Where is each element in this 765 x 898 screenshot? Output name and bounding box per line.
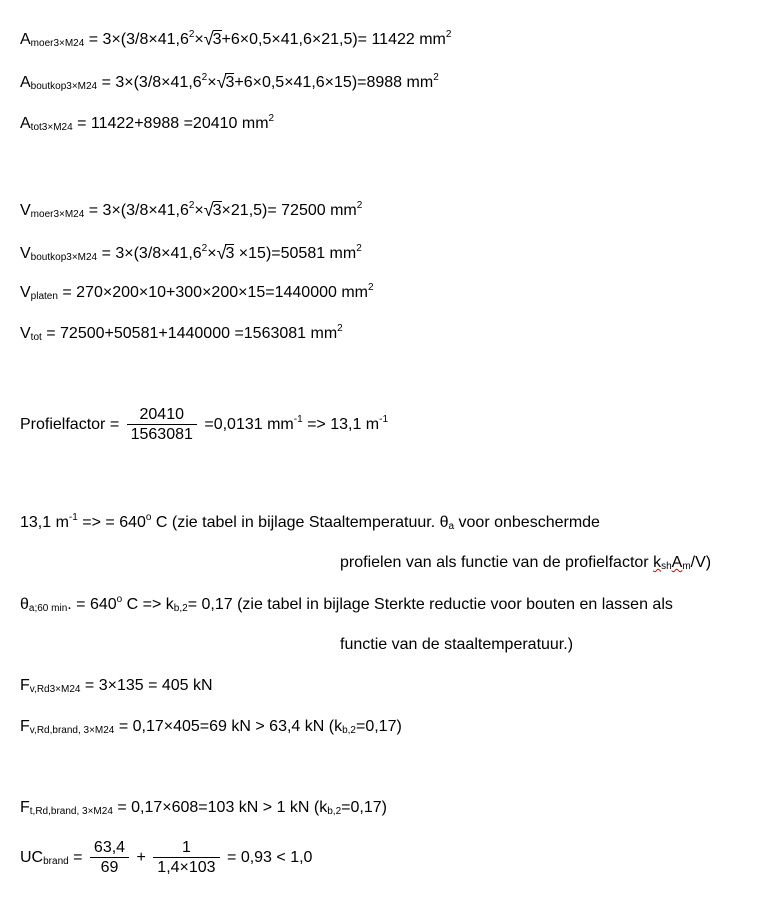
expr-part: ×21,5)= 72500 mm bbox=[221, 202, 357, 219]
expr-part: = 0,93 < 1,0 bbox=[222, 849, 313, 866]
sqrt-icon: √ bbox=[203, 29, 214, 49]
expr-part: /V) bbox=[690, 554, 712, 571]
denominator: 1563081 bbox=[127, 424, 197, 444]
expr-part: +6×0,5×41,6×21,5)= 11422 mm bbox=[221, 31, 446, 48]
subscript: platen bbox=[30, 291, 58, 302]
expr-part: voor onbeschermde bbox=[454, 514, 600, 531]
subscript: a bbox=[448, 521, 455, 532]
subscript: boutkop3×M24 bbox=[30, 81, 98, 92]
subscript: boutkop3×M24 bbox=[30, 252, 98, 263]
subscript: moer3×M24 bbox=[30, 38, 85, 49]
label: Profielfactor = bbox=[20, 416, 124, 433]
denominator: 69 bbox=[90, 857, 129, 877]
exponent: 2 bbox=[445, 29, 452, 40]
expr-part: 13,1 m bbox=[20, 514, 69, 531]
expr-part: => = 640 bbox=[77, 514, 146, 531]
subscript: tot3×M24 bbox=[30, 122, 73, 133]
expr-part: × bbox=[207, 74, 217, 91]
subscript: t,Rd,brand, 3×M24 bbox=[29, 806, 113, 817]
expr-part: => 13,1 m bbox=[302, 416, 380, 433]
sqrt bbox=[204, 28, 222, 50]
symbol: V bbox=[20, 202, 31, 219]
numerator: 1 bbox=[181, 839, 191, 857]
symbol: F bbox=[20, 718, 30, 735]
fraction-2 bbox=[153, 838, 219, 877]
eq-kb2-cont bbox=[340, 635, 573, 655]
subscript: a;60 min bbox=[28, 603, 68, 614]
subscript: sh bbox=[661, 561, 672, 572]
symbol: F bbox=[20, 799, 30, 816]
symbol: V bbox=[20, 284, 31, 301]
numerator: 20410 bbox=[139, 406, 184, 424]
expr-part: = 0,17 (zie tabel in bijlage Sterkte reductie voor bouten en lassen als bbox=[187, 596, 673, 613]
subscript: m bbox=[682, 561, 691, 572]
exponent: 2 bbox=[356, 200, 363, 211]
subscript: v,Rd,brand, 3×M24 bbox=[29, 725, 115, 736]
eq-v-boutkop bbox=[20, 242, 362, 264]
exponent: 2 bbox=[201, 243, 208, 254]
degree-mark: o bbox=[145, 512, 152, 523]
symbol: k bbox=[653, 554, 662, 571]
expr-part: = 11422+8988 =20410 mm bbox=[72, 115, 269, 132]
subscript: brand bbox=[43, 856, 69, 867]
expr-part: × bbox=[207, 245, 217, 262]
eq-ft-rd-brand bbox=[20, 798, 387, 818]
expr-part: = 270×200×10+300×200×15=1440000 mm bbox=[57, 284, 368, 301]
expr-part: +6×0,5×41,6×15)=8988 mm bbox=[234, 74, 434, 91]
exponent: 2 bbox=[356, 243, 362, 254]
radicand: 3 bbox=[225, 245, 235, 262]
eq-fv-rd bbox=[20, 676, 213, 696]
denominator: 1,4×103 bbox=[153, 857, 219, 877]
subscript: b,2 bbox=[342, 725, 356, 736]
expr-part: = 3×135 = 405 kN bbox=[80, 677, 213, 694]
subscript: tot bbox=[30, 332, 42, 343]
expr-part: profielen van als functie van de profielfactor bbox=[340, 554, 654, 571]
eq-temperature-cont bbox=[340, 553, 711, 573]
expr-part: =0,0131 mm bbox=[199, 416, 294, 433]
subscript: moer3×M24 bbox=[30, 209, 85, 220]
eq-temperature bbox=[20, 513, 600, 533]
eq-profielfactor bbox=[20, 405, 388, 445]
expr-part: C (zie tabel in bijlage Staaltemperatuur. θ bbox=[151, 514, 449, 531]
expr-part: = 0,17×608=103 kN > 1 kN (k bbox=[112, 799, 328, 816]
exponent: 2 bbox=[188, 29, 195, 40]
symbol: A bbox=[20, 74, 31, 91]
exponent: -1 bbox=[68, 512, 78, 523]
subscript: b,2 bbox=[327, 806, 342, 817]
radicand: 3 bbox=[212, 31, 222, 48]
symbol: θ bbox=[20, 596, 29, 613]
eq-v-platen bbox=[20, 283, 374, 303]
fraction-1 bbox=[90, 838, 129, 877]
degree-mark: o bbox=[116, 594, 123, 605]
symbol: UC bbox=[20, 849, 44, 866]
numerator: 63,4 bbox=[93, 839, 126, 857]
sqrt bbox=[204, 199, 222, 221]
eq-v-moer bbox=[20, 199, 362, 221]
expr-part: functie van de staaltemperatuur.) bbox=[340, 636, 574, 653]
expr-part: × bbox=[194, 202, 204, 219]
exponent: -1 bbox=[379, 414, 389, 425]
sqrt-icon: √ bbox=[203, 200, 214, 220]
expr-part: + bbox=[132, 849, 151, 866]
subscript: v,Rd3×M24 bbox=[29, 684, 81, 695]
symbol: V bbox=[20, 245, 31, 262]
sqrt-icon: √ bbox=[216, 243, 227, 263]
subscript: b,2 bbox=[173, 603, 188, 614]
expr-part: =0,17) bbox=[341, 799, 387, 816]
radicand: 3 bbox=[212, 202, 222, 219]
symbol: F bbox=[20, 677, 30, 694]
expr-part: = bbox=[68, 849, 87, 866]
symbol: A bbox=[20, 115, 31, 132]
eq-kb2 bbox=[20, 595, 673, 615]
expr-part: ×15)=50581 mm bbox=[234, 245, 357, 262]
exponent: 2 bbox=[201, 72, 208, 83]
expr-part: = 3×(3/8×41,6 bbox=[84, 31, 189, 48]
eq-v-tot bbox=[20, 324, 343, 344]
exponent: 2 bbox=[188, 200, 195, 211]
symbol: A bbox=[671, 554, 683, 571]
radicand: 3 bbox=[225, 74, 235, 91]
exponent: 2 bbox=[367, 282, 374, 293]
expr-part: × bbox=[194, 31, 204, 48]
sqrt-icon: √ bbox=[216, 72, 227, 92]
symbol: V bbox=[20, 325, 31, 342]
expr-part: = 3×(3/8×41,6 bbox=[97, 74, 202, 91]
sqrt bbox=[217, 71, 235, 93]
exponent: 2 bbox=[337, 323, 343, 334]
expr-part: = 0,17×405=69 kN > 63,4 kN (k bbox=[114, 718, 343, 735]
spellcheck-mark bbox=[653, 554, 691, 571]
expr-part: C => k bbox=[122, 596, 174, 613]
symbol: A bbox=[20, 31, 31, 48]
eq-a-tot bbox=[20, 114, 274, 134]
fraction bbox=[127, 405, 197, 444]
eq-a-moer bbox=[20, 28, 451, 50]
exponent: 2 bbox=[268, 113, 275, 124]
expr-part: = 72500+50581+1440000 =1563081 mm bbox=[41, 325, 338, 342]
eq-uc-brand bbox=[20, 838, 312, 878]
exponent: 2 bbox=[433, 72, 439, 83]
expr-part: =0,17) bbox=[355, 718, 402, 735]
exponent: -1 bbox=[293, 414, 303, 425]
eq-a-boutkop bbox=[20, 71, 439, 93]
expr-part: = 3×(3/8×41,6 bbox=[97, 245, 202, 262]
expr-part: = 3×(3/8×41,6 bbox=[84, 202, 189, 219]
expr-part: . = 640 bbox=[67, 596, 117, 613]
eq-fv-rd-brand bbox=[20, 717, 402, 737]
sqrt bbox=[217, 242, 235, 264]
